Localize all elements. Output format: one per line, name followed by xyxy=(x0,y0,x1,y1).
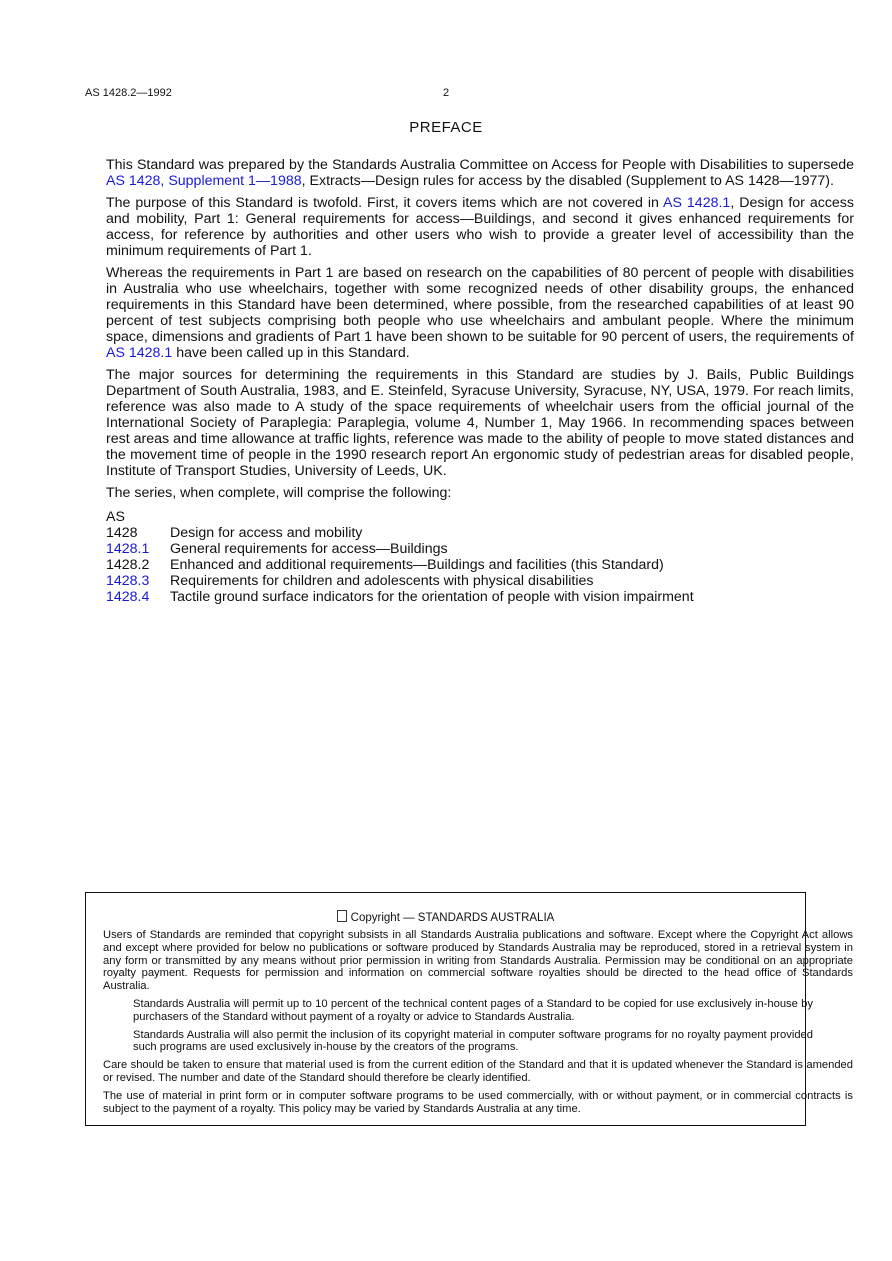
copyright-paragraph: Users of Standards are reminded that copyright subsists in all Standards Australia publications and software. Except where the Copyright Act allows and except where provided for below no publications or software produced by Standards Australia may be reproduced, stored in a retrieval system in any form or transmitted by any means without prior permission in writing from Standards Australia. Permission may be conditional on an appropriate royalty payment. Requests for permission and information on commercial software royalties should be directed to the head office of Standards Australia. xyxy=(103,929,853,993)
series-prefix: AS xyxy=(106,509,125,525)
copyright-paragraph: Care should be taken to ensure that material used is from the current edition of the Standard and that it is updated whenever the Standard is amended or revised. The number and date of the Standard should therefore be clearly identified. xyxy=(103,1059,853,1084)
copyright-paragraph: Standards Australia will permit up to 10 percent of the technical content pages of a Standard to be copied for use exclusively in-house by purchasers of the Standard without payment of a royalty or advice to Standards Australia. xyxy=(133,997,813,1023)
page-number: 2 xyxy=(443,87,450,99)
paragraph-requirements xyxy=(106,265,854,361)
series-title: Enhanced and additional requirements—Buildings and facilities (this Standard) xyxy=(170,557,664,573)
series-title: Tactile ground surface indicators for the orientation of people with vision impairment xyxy=(170,589,694,605)
paragraph-text: This Standard was prepared by the Standards Australia Committee on Access for People with Disabilities to supersede xyxy=(106,157,854,173)
list-item xyxy=(106,557,854,573)
copyright-symbol-icon xyxy=(337,910,347,922)
list-item xyxy=(106,541,854,557)
link-as1428-supplement[interactable]: AS 1428, Supplement 1—1988 xyxy=(106,173,302,189)
paragraph-text: , Design for access and mobility, Part 1: General requirements for access—Buildings, and second it gives enhanced requirements for access, for reference by authorities and other users who wish to provide a greater level of accessibility than the minimum requirements of Part 1. xyxy=(106,195,854,259)
copyright-heading xyxy=(86,910,805,924)
series-title: Design for access and mobility xyxy=(170,525,363,541)
series-list xyxy=(106,509,854,605)
copyright-box xyxy=(85,892,853,1126)
paragraph-sources: The major sources for determining the requirements in this Standard are studies by J. Bails, Public Buildings Department of South Australia, 1983, and E. Steinfeld, Syracuse University, Syracuse, NY, USA, 1979. For reach limits, reference was also made to A study of the space requirements of wheelchair users from the official journal of the International Society of Paraplegia: Paraplegia, volume 4, Number 1, May 1966. In recommending spaces between rest areas and time allowance at traffic lights, reference was made to the ability of people to move stated distances and the movement time of people in the 1990 research report An ergonomic study of pedestrian areas for disabled people, Institute of Transport Studies, University of Leeds, UK. xyxy=(106,367,854,479)
link-series-number[interactable]: 1428.1 xyxy=(106,541,150,557)
link-series-number[interactable]: 1428.4 xyxy=(106,589,150,605)
list-item xyxy=(106,525,854,541)
preface-body xyxy=(106,157,854,605)
paragraph-text: , Extracts—Design rules for access by the disabled (Supplement to AS 1428—1977). xyxy=(301,173,834,189)
list-item xyxy=(106,589,854,605)
copyright-paragraph: The use of material in print form or in computer software programs to be used commercially, with or without payment, or in commercial contracts is subject to the payment of a royalty. This policy may be varied by Standards Australia at any time. xyxy=(103,1089,853,1115)
series-number: 1428 xyxy=(106,525,138,541)
series-number: 1428.2 xyxy=(106,557,150,573)
copyright-body xyxy=(103,929,853,1120)
paragraph-text: Whereas the requirements in Part 1 are based on research on the capabilities of 80 percent of people with disabilities in Australia who use wheelchairs, together with some recognized needs of other disability groups, the enhanced requirements in this Standard have been determined, where possible, from the researched capabilities of at least 90 percent of test subjects comprising both people who use wheelchairs and ambulant people. Where the minimum space, dimensions and gradients of Part 1 have been shown to be suitable for 90 percent of users, the requirements of xyxy=(106,265,854,345)
paragraph-series-intro: The series, when complete, will comprise the following: xyxy=(106,485,452,501)
copyright-title: Copyright — STANDARDS AUSTRALIA xyxy=(350,912,555,924)
link-as1428-1[interactable]: AS 1428.1 xyxy=(106,345,173,361)
document-id: AS 1428.2—1992 xyxy=(85,87,172,99)
series-title: Requirements for children and adolescents with physical disabilities xyxy=(170,573,594,589)
link-as1428-1[interactable]: AS 1428.1 xyxy=(663,195,731,211)
paragraph-text: have been called up in this Standard. xyxy=(172,345,410,361)
list-item xyxy=(106,573,854,589)
copyright-paragraph: Standards Australia will also permit the inclusion of its copyright material in computer software programs for no royalty payment provided such programs are used exclusively in-house by the creators of the programs. xyxy=(133,1028,813,1054)
series-title: General requirements for access—Buildings xyxy=(170,541,448,557)
link-series-number[interactable]: 1428.3 xyxy=(106,573,150,589)
paragraph-text: The purpose of this Standard is twofold. First, it covers items which are not covered in xyxy=(106,195,664,211)
page-title: PREFACE xyxy=(409,119,483,136)
paragraph-purpose xyxy=(106,195,854,259)
paragraph-supersede xyxy=(106,157,854,189)
